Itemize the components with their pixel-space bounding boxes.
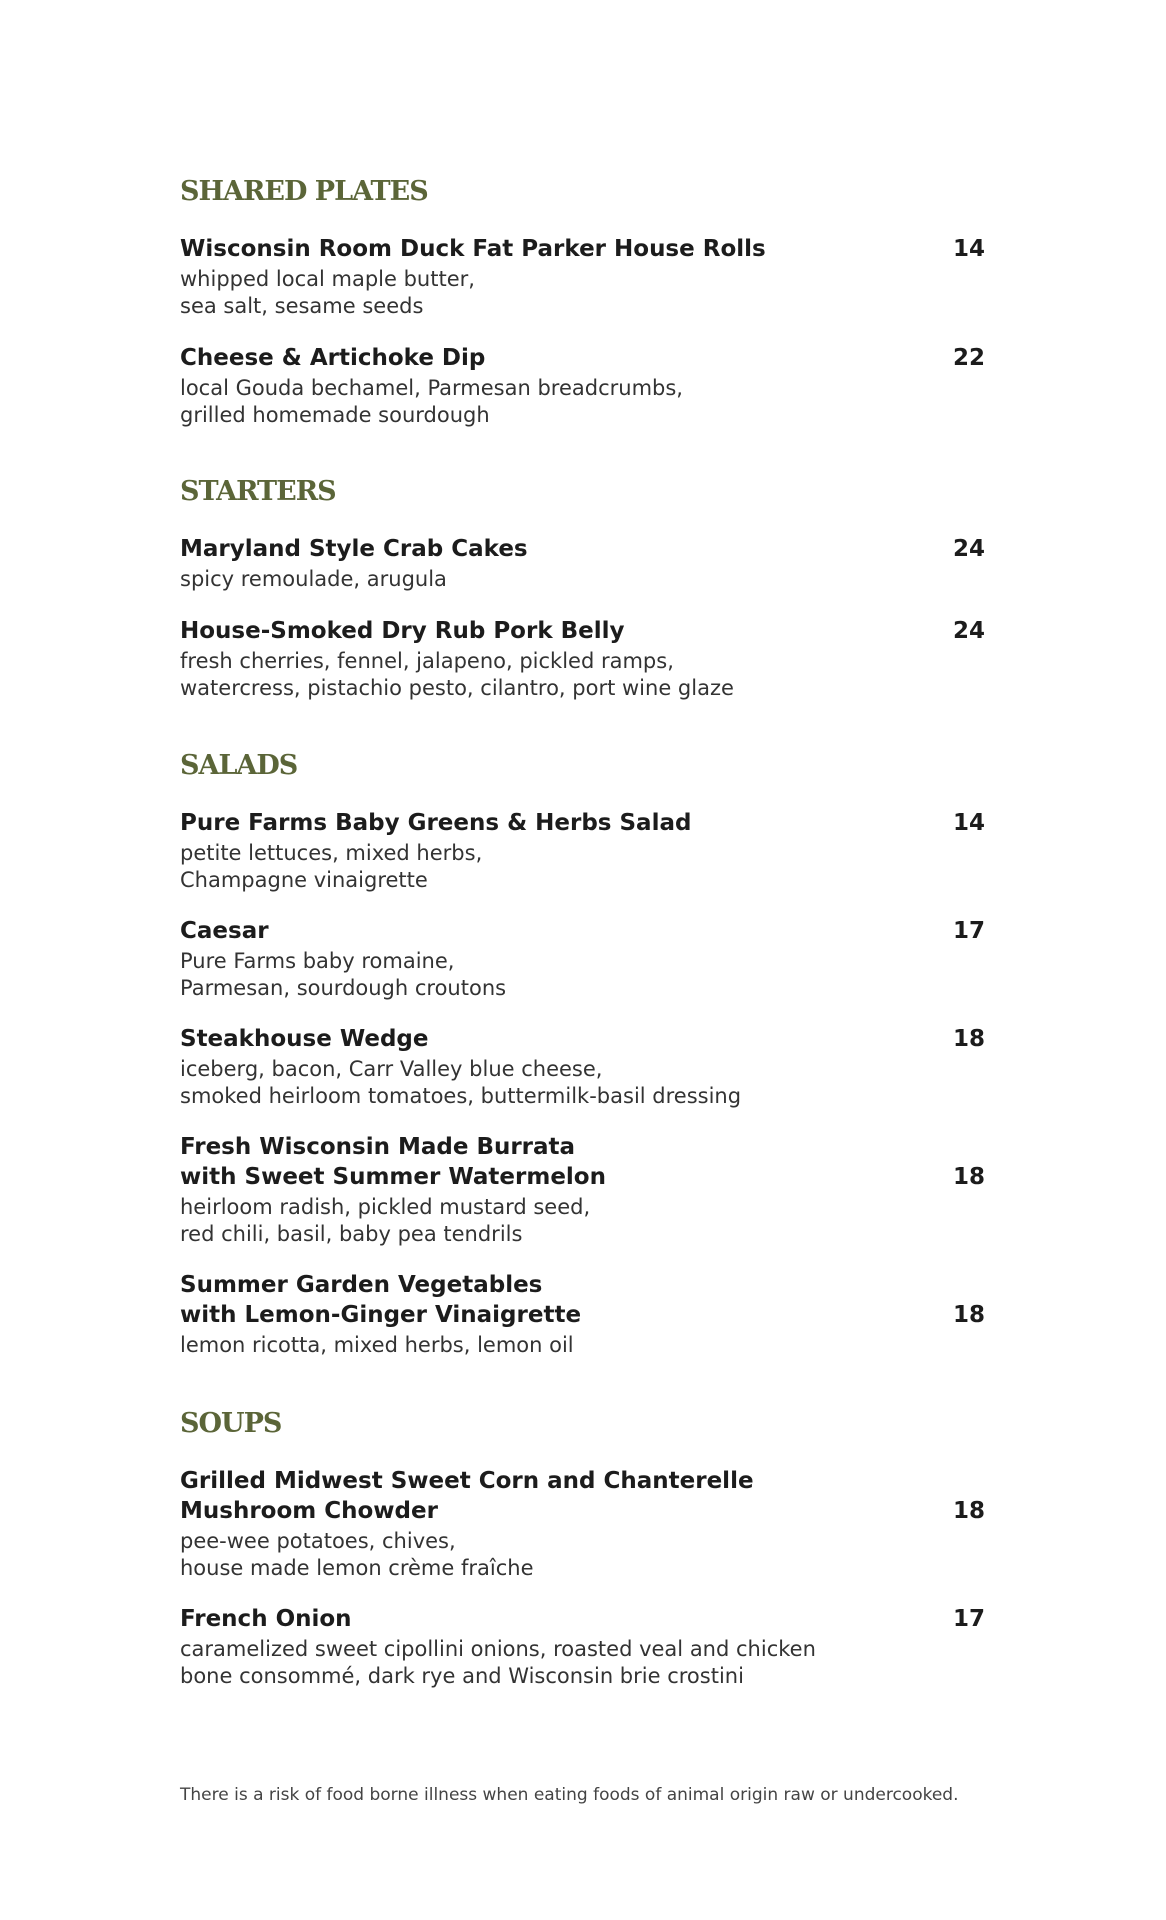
item-description: [180, 266, 475, 320]
item-price: 18: [952, 1302, 985, 1328]
item-price: 18: [952, 1026, 985, 1052]
item-name: [180, 1466, 754, 1526]
item-description: [180, 840, 482, 894]
text-line: Caesar: [180, 918, 269, 944]
item-name: [180, 808, 691, 838]
section-title-starters: STARTERS: [180, 476, 336, 507]
text-line: whipped local maple butter,: [180, 267, 475, 291]
item-price: 14: [952, 810, 985, 836]
text-line: Fresh Wisconsin Made Burrata: [180, 1134, 576, 1160]
item-name: [180, 916, 269, 946]
text-line: Pure Farms baby romaine,: [180, 949, 455, 973]
item-name: [180, 234, 766, 264]
item-description: [180, 1056, 741, 1110]
text-line: petite lettuces, mixed herbs,: [180, 841, 483, 865]
text-line: Champagne vinaigrette: [180, 868, 428, 892]
item-name: [180, 534, 528, 564]
item-name: [180, 1132, 606, 1192]
food-safety-disclaimer: There is a risk of food borne illness when eating foods of animal origin raw or undercooked.: [180, 1785, 959, 1805]
item-price: 18: [952, 1498, 985, 1524]
text-line: smoked heirloom tomatoes, buttermilk-basil dressing: [180, 1084, 742, 1108]
text-line: watercress, pistachio pesto, cilantro, port wine glaze: [180, 676, 734, 700]
text-line: fresh cherries, fennel, jalapeno, pickled ramps,: [180, 649, 674, 673]
text-line: house made lemon crème fraîche: [180, 1556, 534, 1580]
text-line: grilled homemade sourdough: [180, 403, 490, 427]
text-line: red chili, basil, baby pea tendrils: [180, 1222, 523, 1246]
item-price: 14: [952, 236, 985, 262]
item-name: [180, 1604, 352, 1634]
item-description: [180, 566, 447, 593]
text-line: local Gouda bechamel, Parmesan breadcrumbs,: [180, 376, 683, 400]
item-name: [180, 1024, 429, 1054]
text-line: Wisconsin Room Duck Fat Parker House Rolls: [180, 236, 766, 262]
item-description: [180, 375, 683, 429]
item-price: 18: [952, 1164, 985, 1190]
text-line: French Onion: [180, 1606, 352, 1632]
text-line: Maryland Style Crab Cakes: [180, 536, 528, 562]
item-price: 24: [952, 618, 985, 644]
item-description: [180, 1194, 590, 1248]
item-name: [180, 1270, 581, 1330]
item-price: 17: [952, 1606, 985, 1632]
item-description: [180, 1528, 534, 1582]
text-line: with Sweet Summer Watermelon: [180, 1164, 606, 1190]
text-line: lemon ricotta, mixed herbs, lemon oil: [180, 1333, 574, 1357]
item-price: 17: [952, 918, 985, 944]
text-line: pee-wee potatoes, chives,: [180, 1529, 456, 1553]
text-line: sea salt, sesame seeds: [180, 294, 424, 318]
text-line: iceberg, bacon, Carr Valley blue cheese,: [180, 1057, 603, 1081]
text-line: Pure Farms Baby Greens & Herbs Salad: [180, 810, 692, 836]
item-description: [180, 648, 734, 702]
text-line: Parmesan, sourdough croutons: [180, 976, 507, 1000]
section-title-salads: SALADS: [180, 750, 298, 781]
text-line: heirloom radish, pickled mustard seed,: [180, 1195, 591, 1219]
text-line: bone consommé, dark rye and Wisconsin brie crostini: [180, 1664, 744, 1688]
section-title-soups: SOUPS: [180, 1408, 282, 1439]
item-description: [180, 1636, 816, 1690]
text-line: House-Smoked Dry Rub Pork Belly: [180, 618, 625, 644]
section-title-shared-plates: SHARED PLATES: [180, 176, 428, 207]
text-line: spicy remoulade, arugula: [180, 567, 447, 591]
text-line: Cheese & Artichoke Dip: [180, 345, 486, 371]
text-line: Grilled Midwest Sweet Corn and Chanterelle: [180, 1468, 754, 1494]
item-price: 22: [952, 345, 985, 371]
item-price: 24: [952, 536, 985, 562]
text-line: Mushroom Chowder: [180, 1498, 438, 1524]
item-description: [180, 948, 506, 1002]
text-line: Summer Garden Vegetables: [180, 1272, 543, 1298]
item-name: [180, 616, 625, 646]
text-line: Steakhouse Wedge: [180, 1026, 429, 1052]
item-name: [180, 343, 485, 373]
text-line: caramelized sweet cipollini onions, roasted veal and chicken: [180, 1637, 816, 1661]
text-line: with Lemon-Ginger Vinaigrette: [180, 1302, 582, 1328]
item-description: [180, 1332, 574, 1359]
